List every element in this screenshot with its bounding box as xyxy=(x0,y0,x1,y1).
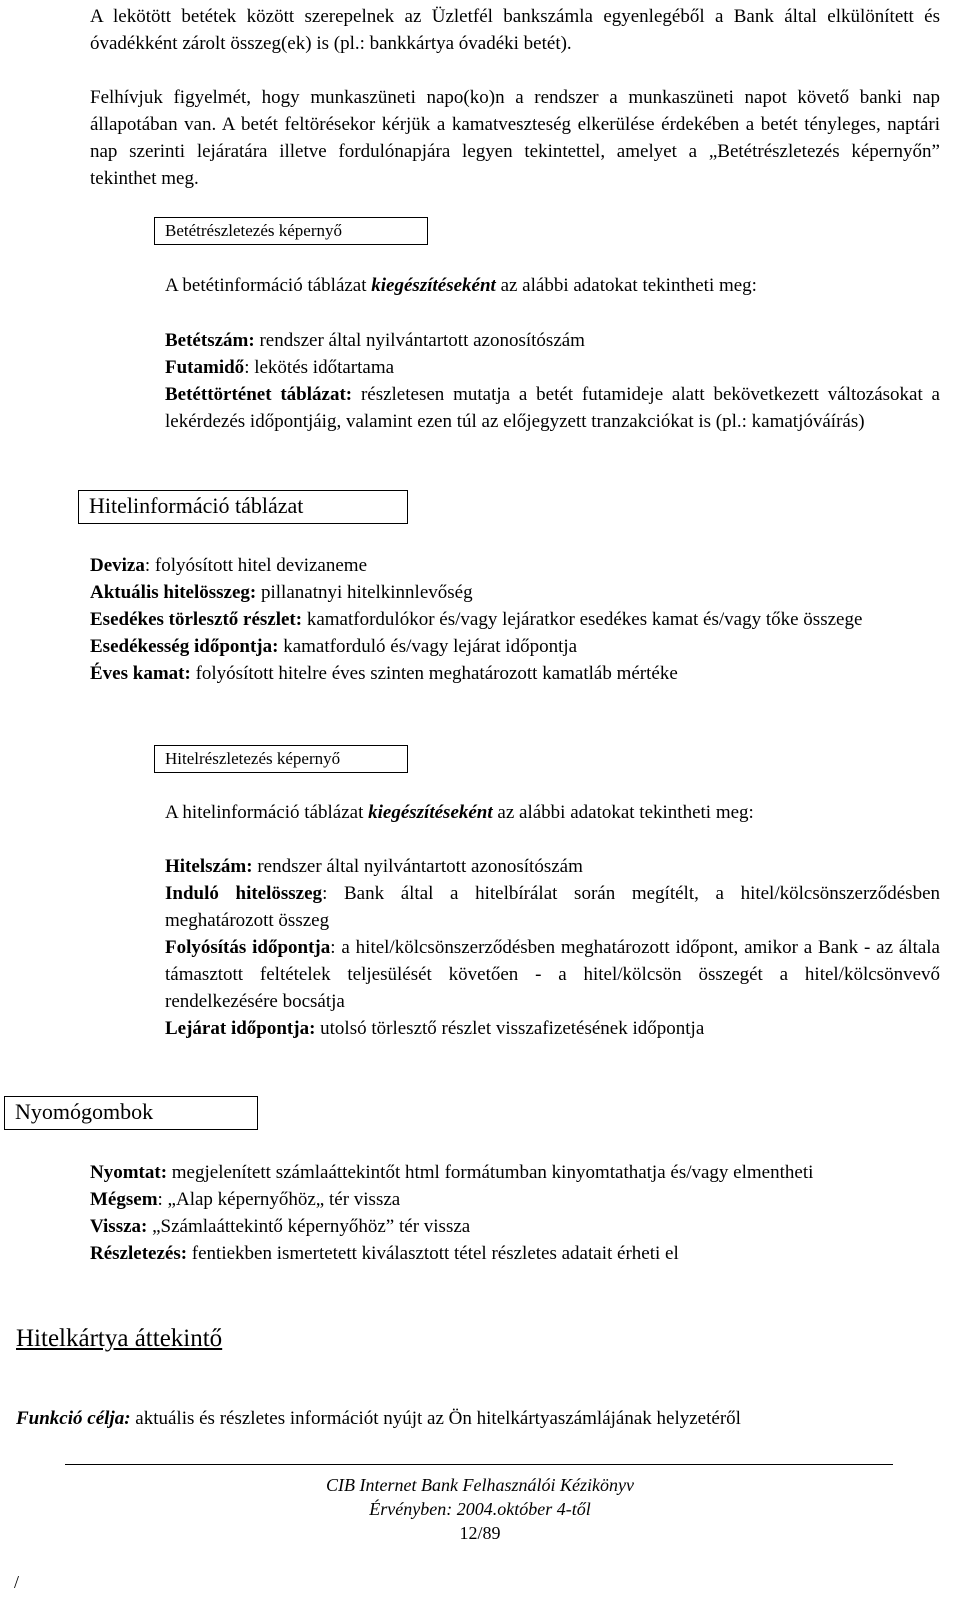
list-item: Futamidő: lekötés időtartama xyxy=(165,357,395,378)
list-item: Deviza: folyósított hitel devizaneme xyxy=(90,555,368,576)
list-item: Betéttörténet táblázat: részletesen mutatja a betét futamideje alatt bekövetkezett változásokat a lekérdezés időpontjáig, valamint ezen túl az előjegyzett tranzakciókat is (pl.: kamatjóváírás) xyxy=(165,384,940,432)
list-item: Mégsem: „Alap képernyőhöz„ tér vissza xyxy=(90,1189,401,1210)
corner-mark: / xyxy=(14,1572,20,1592)
loan-detail-heading-box xyxy=(154,745,408,773)
buttons-heading: Nyomógombok xyxy=(15,1099,154,1124)
intro-paragraph-1: A lekötött betétek között szerepelnek az Üzletfél bankszámla egyenlegéből a Bank által elkülönített és óvadékként zárolt összeg(ek) is (pl.: bankkártya óvadéki betét). xyxy=(90,6,940,54)
deposit-detail-emphasis: kiegészítéseként xyxy=(371,275,496,296)
list-item: Lejárat időpontja: utolsó törlesztő részlet visszafizetésének időpontja xyxy=(165,1018,705,1039)
list-item: Nyomtat: megjelenített számlaáttekintőt html formátumban kinyomtathatja és/vagy elmentheti xyxy=(90,1162,814,1183)
deposit-detail-list xyxy=(165,327,940,435)
footer-divider xyxy=(65,1464,893,1465)
deposit-detail-heading: Betétrészletezés képernyő xyxy=(165,221,342,240)
purpose-text: aktuális és részletes információt nyújt az Ön hitelkártyaszámlájának helyzetéről xyxy=(130,1408,741,1429)
list-item: Éves kamat: folyósított hitelre éves szinten meghatározott kamatláb mértéke xyxy=(90,663,678,684)
list-item: Esedékes törlesztő részlet: kamatfordulókor és/vagy lejáratkor esedékes kamat és/vagy tőke összege xyxy=(90,609,863,630)
footer-manual-title: CIB Internet Bank Felhasználói Kézikönyv xyxy=(326,1475,634,1495)
loan-info-heading: Hitelinformáció táblázat xyxy=(89,493,304,518)
credit-card-purpose xyxy=(16,1405,946,1432)
list-item: Esedékesség időpontja: kamatforduló és/vagy lejárat időpontja xyxy=(90,636,578,657)
list-item: Hitelszám: rendszer által nyilvántartott azonosítószám xyxy=(165,856,583,877)
loan-detail-intro: A hitelinformáció táblázat kiegészítéseként az alábbi adatokat tekintheti meg: xyxy=(165,802,754,823)
footer-validity: Érvényben: 2004.október 4-től xyxy=(369,1499,591,1519)
loan-info-list xyxy=(90,552,940,687)
intro-section xyxy=(90,3,940,192)
deposit-detail-intro: A betétinformáció táblázat kiegészítéseként az alábbi adatokat tekintheti meg: xyxy=(165,275,757,296)
list-item: Folyósítás időpontja: a hitel/kölcsönszerződésben meghatározott időpont, amikor a Bank - az általa támasztott feltételek teljesülését követően - a hitel/kölcsön összegét a hitel/kölcsönvevő rendelkezésére bocsátja xyxy=(165,937,940,1012)
buttons-heading-box xyxy=(4,1096,258,1130)
purpose-label: Funkció célja: xyxy=(16,1408,131,1429)
list-item: Aktuális hitelösszeg: pillanatnyi hitelkinnlevőség xyxy=(90,582,473,603)
list-item: Betétszám: rendszer által nyilvántartott azonosítószám xyxy=(165,330,585,351)
loan-detail-list xyxy=(165,853,940,1042)
page-number: 12/89 xyxy=(459,1523,501,1543)
list-item: Induló hitelösszeg: Bank által a hitelbírálat során megítélt, a hitel/kölcsönszerződésben meghatározott összeg xyxy=(165,883,940,931)
loan-detail-heading: Hitelrészletezés képernyő xyxy=(165,749,341,768)
credit-card-section-title: Hitelkártya áttekintő xyxy=(16,1325,223,1352)
intro-paragraph-2: Felhívjuk figyelmét, hogy munkaszüneti napo(ko)n a rendszer a munkaszüneti napot követő banki nap állapotában van. A betét feltörésekor kérjük a kamatveszteség elkerülése érdekében a betét tényleges, naptári nap szerinti lejáratára illetve fordulónapjára legyen tekintettel, amelyet a „Betétrészletezés képernyőn” tekinthet meg. xyxy=(90,87,940,189)
deposit-detail-heading-box xyxy=(154,217,428,245)
loan-info-heading-box xyxy=(78,490,408,524)
loan-detail-emphasis: kiegészítéseként xyxy=(368,802,493,823)
list-item: Vissza: „Számlaáttekintő képernyőhöz” tér vissza xyxy=(90,1216,471,1237)
buttons-list xyxy=(90,1159,940,1267)
list-item: Részletezés: fentiekben ismertetett kiválasztott tétel részletes adatait érheti el xyxy=(90,1243,679,1264)
